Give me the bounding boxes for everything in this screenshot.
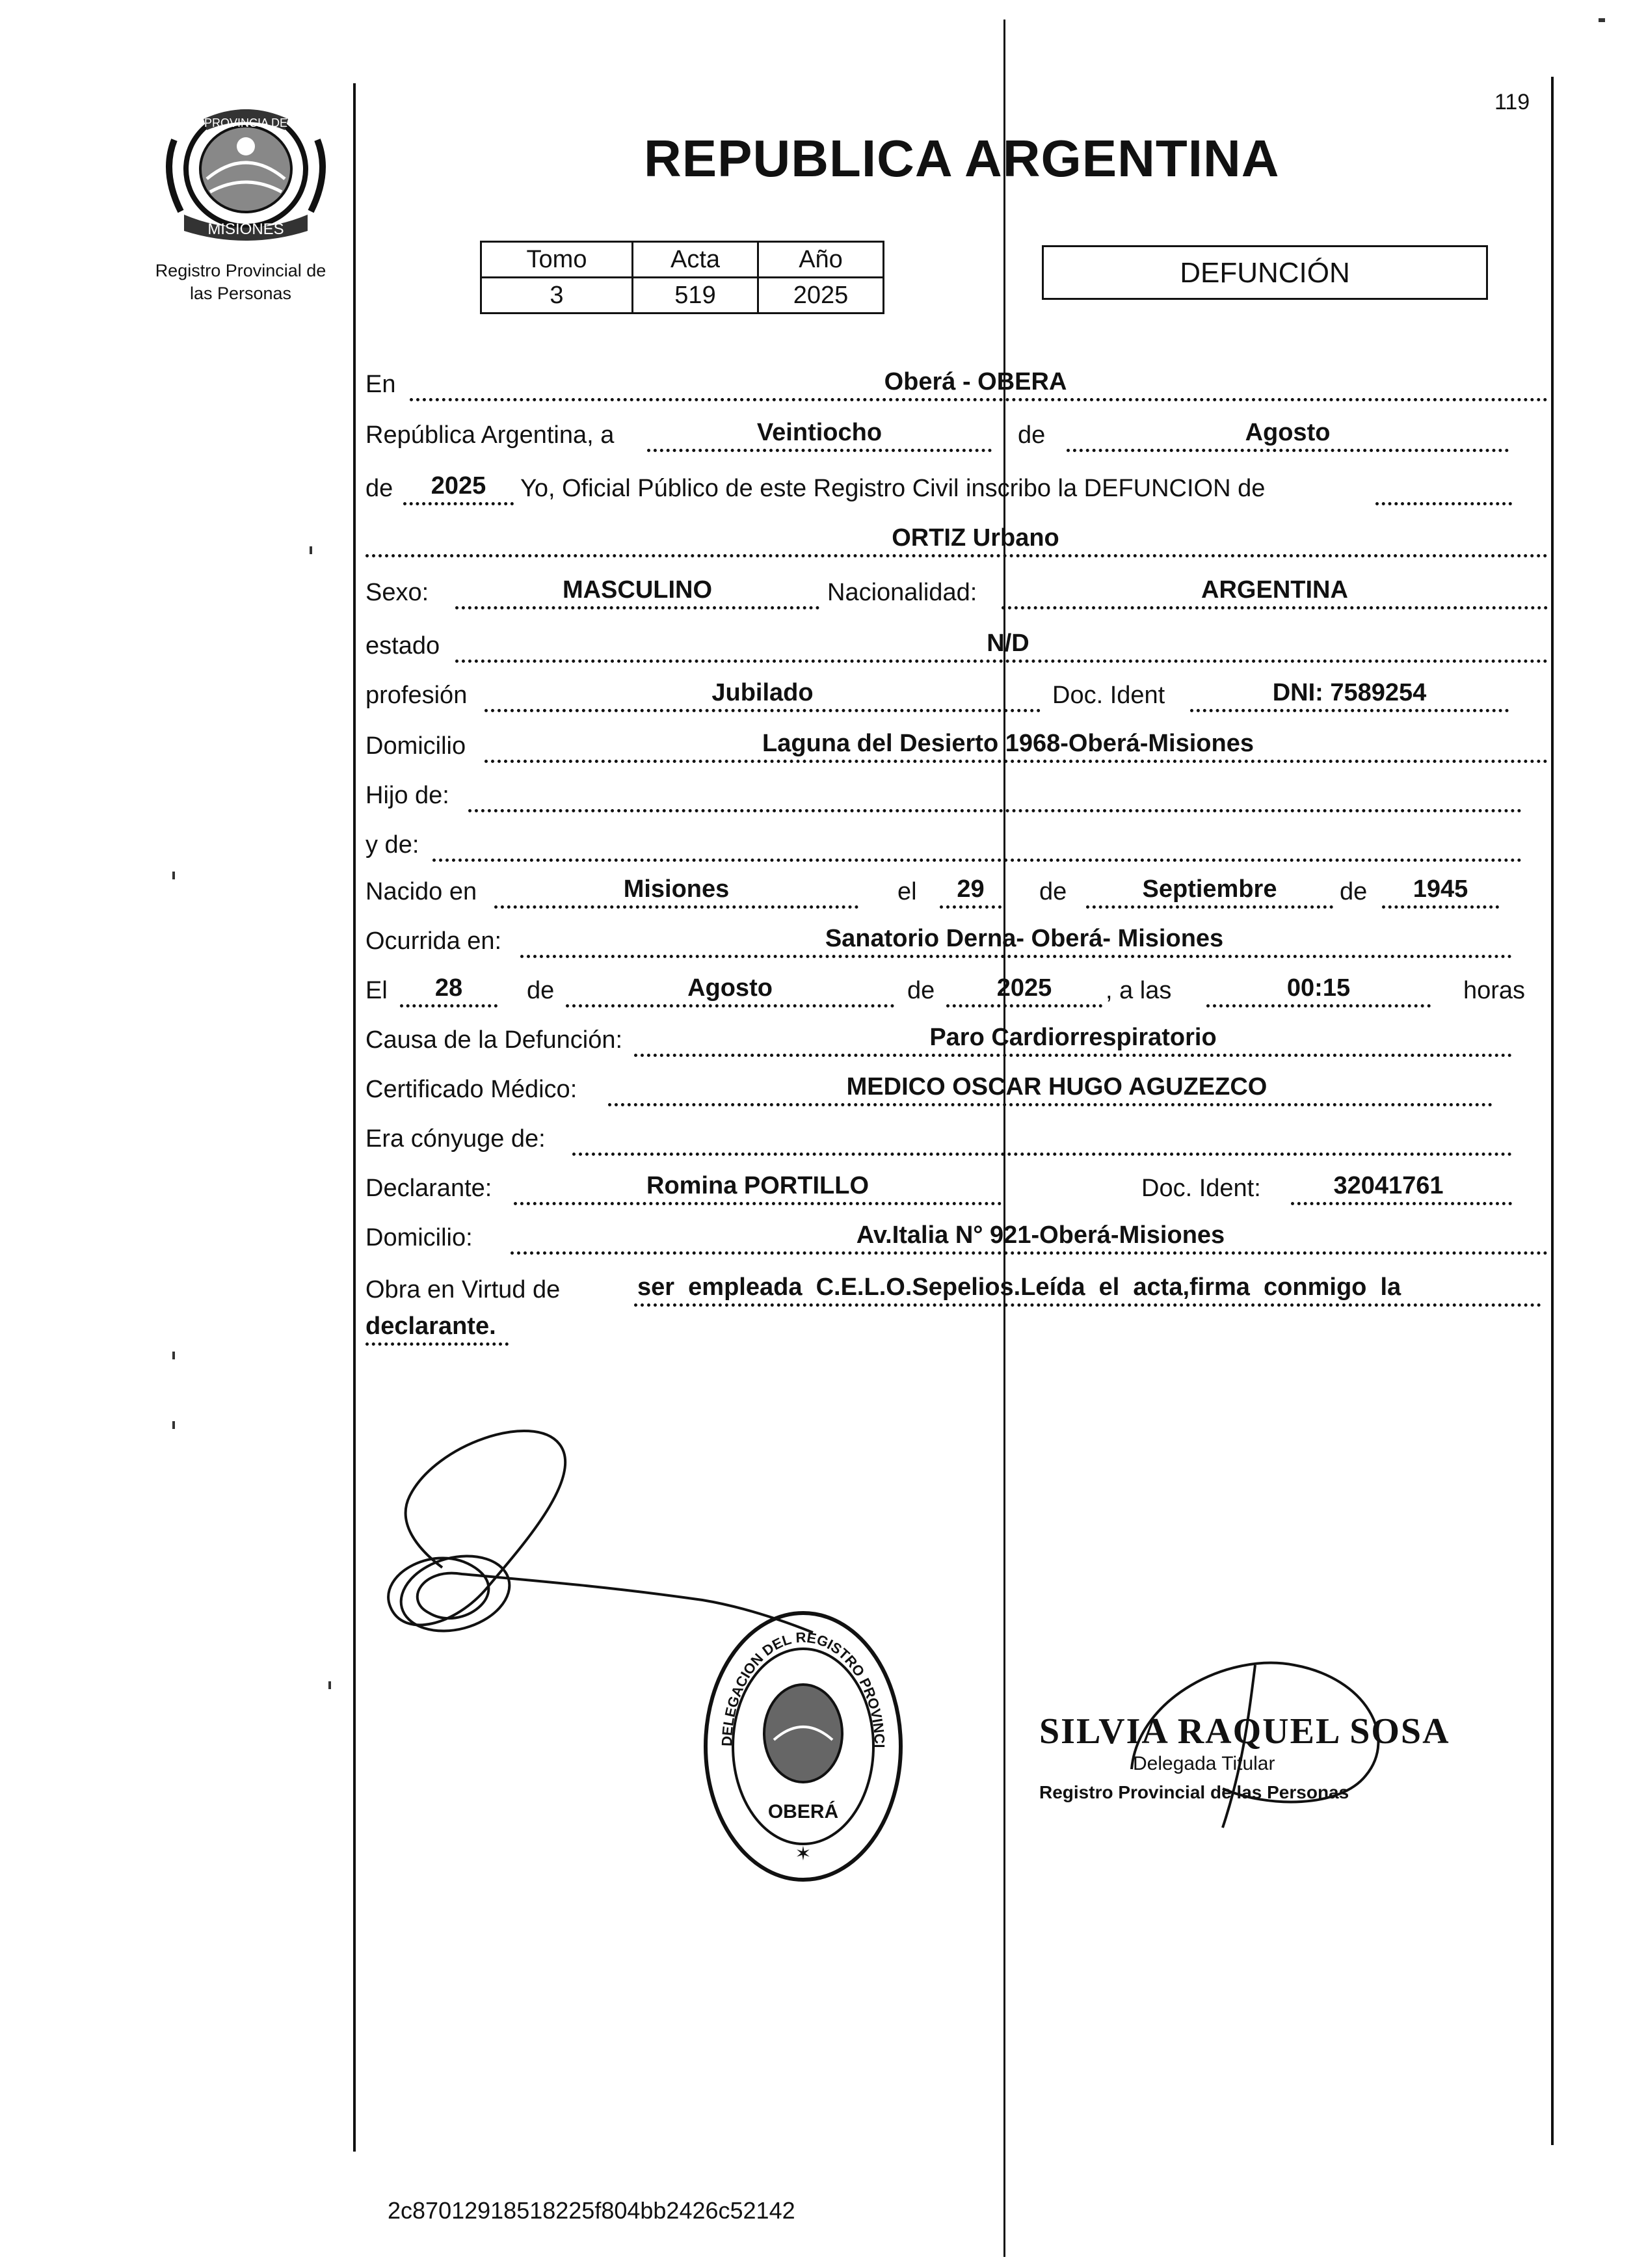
death-de1-label: de [527, 977, 555, 1004]
obra-line2: declarante. [365, 1313, 496, 1340]
profesion-value: Jubilado [711, 679, 814, 706]
logo-caption-line2: las Personas [189, 284, 292, 303]
tomo-value: 3 [481, 278, 633, 314]
ocurrida-line [520, 955, 1512, 958]
en-value: Oberá - OBERA [884, 368, 1067, 395]
obra-label: Obra en Virtud de [365, 1276, 561, 1303]
birth-de2-label: de [1340, 878, 1368, 905]
page-title: REPUBLICA ARGENTINA [644, 129, 1280, 187]
el-label: el [897, 878, 917, 905]
death-de2-label: de [907, 977, 935, 1004]
acta-value: 519 [633, 278, 758, 314]
nacionalidad-label: Nacionalidad: [827, 579, 977, 606]
declarante-label: Declarante: [365, 1175, 492, 1202]
tomo-header: Tomo [481, 242, 633, 278]
svg-text:MISIONES: MISIONES [207, 220, 284, 238]
estado-line [455, 660, 1548, 663]
deceased-name: ORTIZ Urbano [892, 524, 1059, 552]
estado-value: N/D [987, 630, 1029, 657]
acta-header: Acta [633, 242, 758, 278]
nacido-value: Misiones [623, 875, 730, 903]
hijo-line [468, 809, 1522, 812]
death-time-value: 00:15 [1286, 974, 1351, 1002]
profesion-label: profesión [365, 682, 468, 709]
birth-year-value: 1945 [1413, 875, 1468, 903]
name-line [365, 554, 1548, 557]
alas-label: , a las [1106, 977, 1172, 1004]
death-year-value: 2025 [996, 974, 1052, 1002]
document-hash: 2c87012918518225f804bb2426c52142 [388, 2197, 795, 2224]
right-margin-line [1551, 77, 1554, 2145]
year-prefix-label: de [365, 475, 393, 502]
decl-doc-label: Doc. Ident: [1141, 1175, 1261, 1202]
statement-line [1375, 502, 1512, 505]
birth-month-value: Septiembre [1142, 875, 1277, 903]
anio-header: Año [758, 242, 884, 278]
doc-ident-line [1190, 709, 1509, 712]
left-margin-line [353, 83, 356, 2152]
svg-text:DELEGACION DEL REGISTRO PROVIN: DELEGACION DEL REGISTRO PROVINCI [718, 1629, 888, 1748]
document-type-box: DEFUNCIÓN [1042, 245, 1488, 300]
scan-mark [310, 546, 312, 554]
yde-label: y de: [365, 831, 419, 859]
death-day-line [400, 1004, 498, 1007]
profesion-line [485, 709, 1041, 712]
decl-domicilio-label: Domicilio: [365, 1224, 473, 1251]
en-label: En [365, 371, 396, 398]
registrar-name: SILVIA RAQUEL SOSA [1039, 1711, 1450, 1752]
scan-mark [1599, 18, 1605, 22]
decl-domicilio-value: Av.Italia N° 921-Oberá-Misiones [856, 1221, 1225, 1249]
scan-mark [172, 872, 175, 879]
reference-table [480, 241, 884, 314]
domicilio-value: Laguna del Desierto 1968-Oberá-Misiones [762, 730, 1254, 757]
causa-label: Causa de la Defunción: [365, 1026, 623, 1054]
year-line [403, 502, 514, 505]
declarante-value: Romina PORTILLO [646, 1172, 869, 1199]
death-month-value: Agosto [687, 974, 773, 1002]
registrar-role: Delegada Titular [1133, 1753, 1275, 1774]
birth-de1-label: de [1039, 878, 1067, 905]
horas-label: horas [1463, 977, 1526, 1004]
official-stamp [699, 1603, 907, 1893]
en-line [410, 398, 1548, 401]
death-year-line [946, 1004, 1102, 1007]
anio-value: 2025 [758, 278, 884, 314]
sexo-label: Sexo: [365, 579, 429, 606]
center-fold-line [1003, 20, 1005, 2257]
declarante-line [514, 1202, 1002, 1205]
death-month-line [566, 1004, 894, 1007]
page-number: 119 [1494, 90, 1530, 114]
conyuge-line [572, 1153, 1512, 1156]
birth-day-line [940, 905, 1002, 909]
ocurrida-label: Ocurrida en: [365, 927, 502, 955]
svg-text:✶: ✶ [795, 1843, 812, 1865]
scan-mark [172, 1421, 175, 1429]
sexo-value: MASCULINO [562, 576, 713, 604]
year-value: 2025 [431, 472, 486, 500]
doc-ident-value: DNI: 7589254 [1272, 679, 1427, 706]
day-line [647, 449, 992, 452]
birth-month-line [1086, 905, 1333, 909]
svg-text:PROVINCIA DE: PROVINCIA DE [204, 116, 288, 129]
death-day-value: 28 [434, 974, 463, 1002]
sexo-line [455, 606, 819, 609]
el2-label: El [365, 977, 388, 1004]
de-label: de [1018, 421, 1046, 449]
obra-line1: ser empleada C.E.L.O.Sepelios.Leída el acta,firma conmigo la [637, 1274, 1401, 1301]
certificado-line [608, 1103, 1493, 1106]
certificado-label: Certificado Médico: [365, 1076, 578, 1103]
causa-line [634, 1054, 1512, 1057]
domicilio-line [485, 760, 1548, 763]
obra-line2-dots [365, 1342, 509, 1346]
nacionalidad-value: ARGENTINA [1201, 576, 1348, 604]
registrar-office: Registro Provincial de las Personas [1039, 1782, 1349, 1802]
month-line [1067, 449, 1509, 452]
domicilio-label: Domicilio [365, 732, 466, 760]
conyuge-label: Era cónyuge de: [365, 1125, 546, 1153]
decl-domicilio-line [511, 1251, 1548, 1255]
causa-value: Paro Cardiorrespiratorio [929, 1024, 1217, 1051]
nacido-label: Nacido en [365, 878, 477, 905]
scan-mark [172, 1352, 175, 1359]
svg-text:OBERÁ: OBERÁ [767, 1801, 839, 1822]
death-time-line [1206, 1004, 1431, 1007]
obra-line1-dots [634, 1303, 1541, 1307]
province-logo [148, 101, 343, 244]
scan-mark [328, 1681, 331, 1689]
yde-line [432, 859, 1522, 862]
decl-doc-line [1291, 1202, 1512, 1205]
nacido-line [494, 905, 858, 909]
certificado-value: MEDICO OSCAR HUGO AGUZEZCO [846, 1073, 1268, 1101]
republica-label: República Argentina, a [365, 421, 615, 449]
hijo-label: Hijo de: [365, 782, 449, 809]
decl-doc-value: 32041761 [1333, 1172, 1444, 1199]
estado-label: estado [365, 632, 440, 660]
birth-year-line [1382, 905, 1499, 909]
month-value: Agosto [1245, 419, 1331, 446]
day-word-value: Veintiocho [756, 419, 883, 446]
doc-ident-label: Doc. Ident [1052, 682, 1165, 709]
nacionalidad-line [1002, 606, 1548, 609]
ocurrida-value: Sanatorio Derna- Oberá- Misiones [825, 925, 1224, 952]
statement-text: Yo, Oficial Público de este Registro Civil inscribo la DEFUNCION de [520, 475, 1266, 502]
logo-caption-line1: Registro Provincial de [155, 261, 326, 280]
birth-day-value: 29 [957, 875, 985, 903]
